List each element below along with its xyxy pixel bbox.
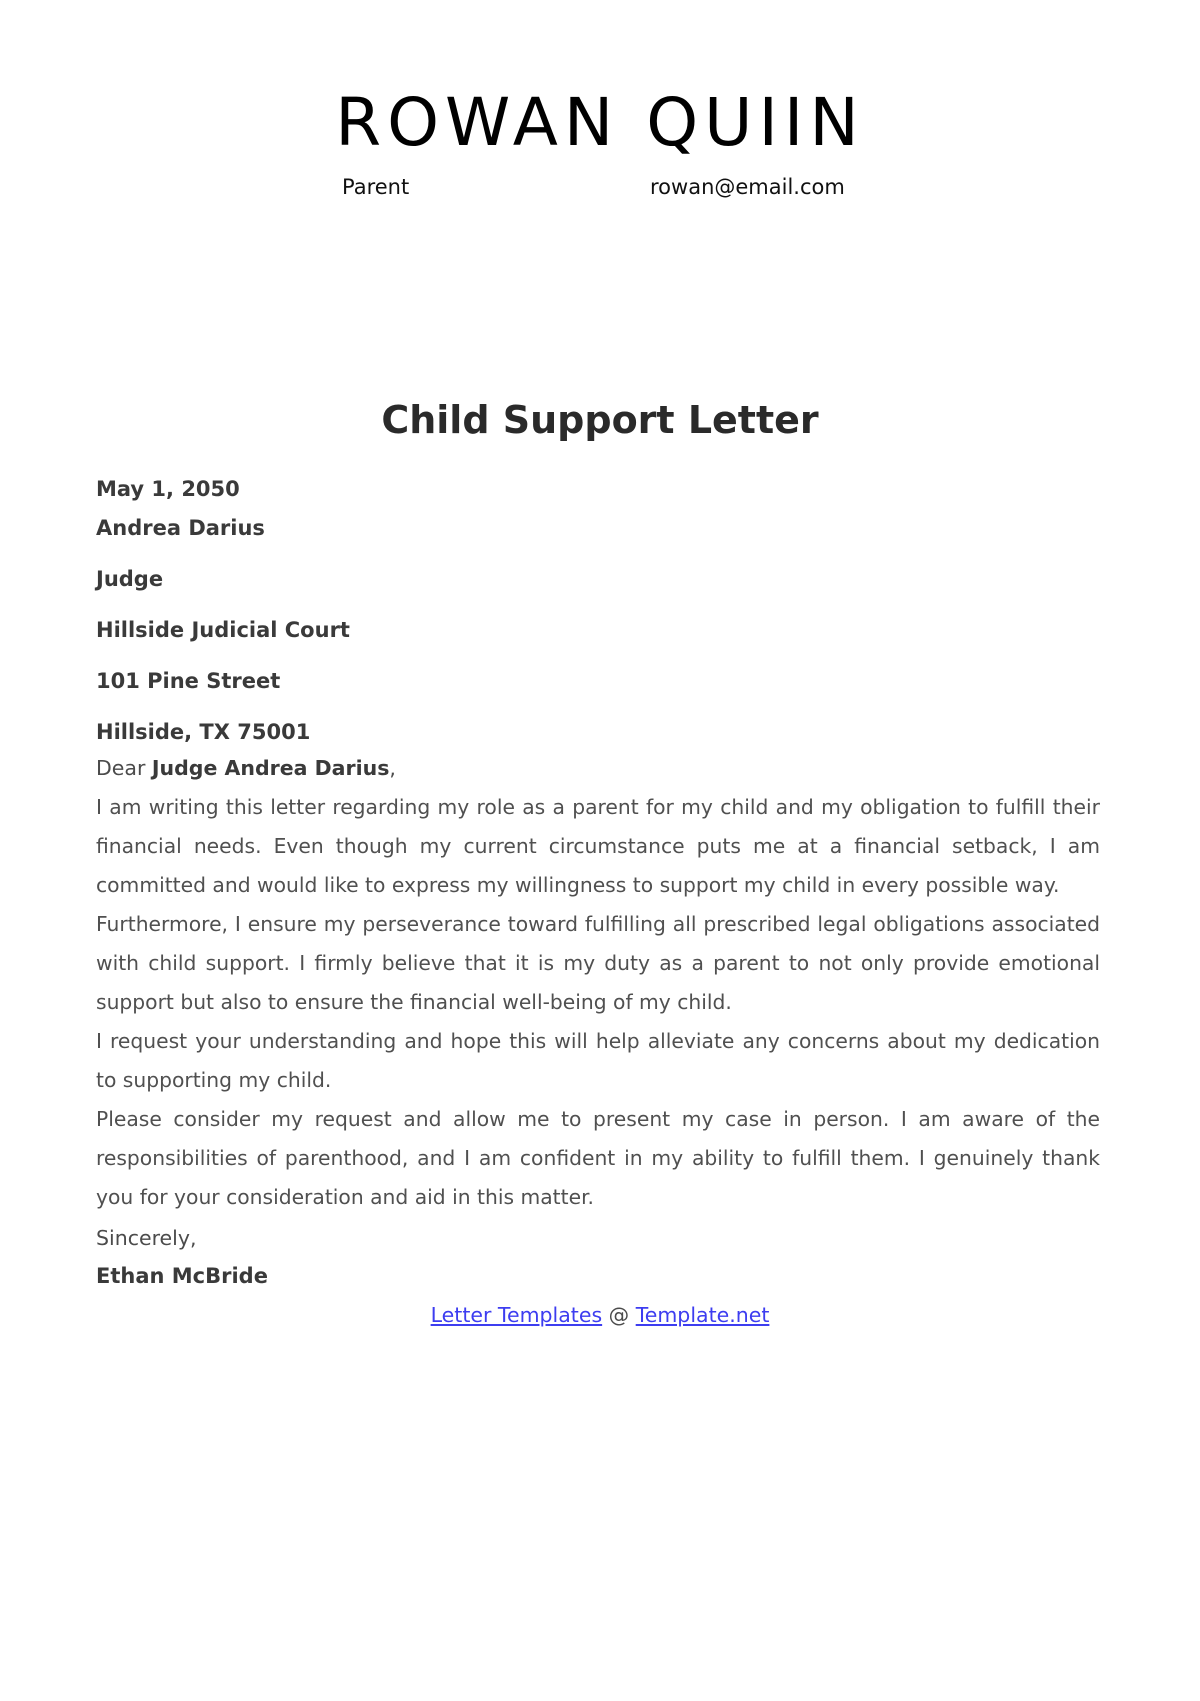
footer-separator: @ [602, 1303, 636, 1327]
recipient-city: Hillside, TX 75001 [96, 720, 311, 744]
letterhead [0, 84, 1200, 161]
body-paragraph-3: I request your understanding and hope this will help alleviate any concerns about my dedication to supporting my child. [96, 1029, 1100, 1093]
signature-name: Ethan McBride [96, 1264, 268, 1288]
document-title: Child Support Letter [381, 398, 819, 442]
footer-credit [0, 1303, 1200, 1328]
salutation-name: Judge Andrea Darius [151, 756, 390, 780]
body-paragraph-2: Furthermore, I ensure my perseverance toward fulfilling all prescribed legal obligations associated with child support. I firmly believe that it is my duty as a parent to not only provide emotional support but also to ensure the financial well-being of my child. [96, 912, 1100, 1015]
recipient-street: 101 Pine Street [96, 669, 281, 693]
letter-date: May 1, 2050 [96, 477, 240, 501]
sender-role: Parent [342, 175, 410, 199]
template-net-link[interactable]: Template.net [635, 1303, 770, 1327]
letterhead-meta [0, 175, 1200, 205]
letter-templates-link[interactable]: Letter Templates [430, 1303, 603, 1327]
body-paragraph-1: I am writing this letter regarding my role as a parent for my child and my obligation to fulfill their financial needs. Even though my current circumstance puts me at a financial setback, I am committed and would like to express my willingness to support my child in every possible way. [96, 795, 1100, 898]
salutation-prefix: Dear [96, 756, 152, 780]
recipient-name: Andrea Darius [96, 516, 265, 540]
salutation [96, 756, 396, 781]
closing: Sincerely, [96, 1226, 197, 1250]
sender-email: rowan@email.com [650, 175, 845, 199]
body-paragraph-4: Please consider my request and allow me to present my case in person. I am aware of the responsibilities of parenthood, and I am confident in my ability to fulfill them. I genuinely thank you for your consideration and aid in this matter. [96, 1107, 1100, 1210]
salutation-suffix: , [389, 756, 396, 780]
sender-name: ROWAN QUIIN [335, 84, 865, 161]
recipient-title: Judge [96, 567, 164, 591]
recipient-court: Hillside Judicial Court [96, 618, 350, 642]
